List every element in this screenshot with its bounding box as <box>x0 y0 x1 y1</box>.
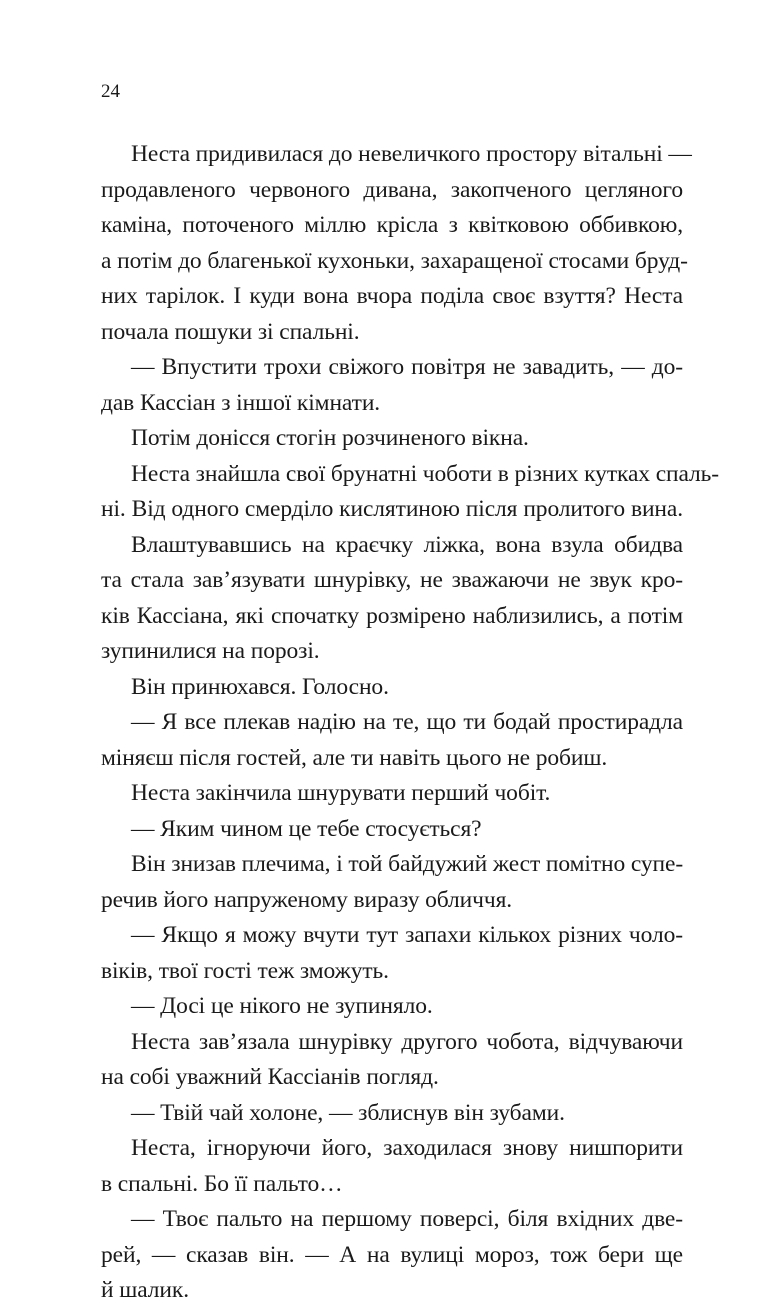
text-line: Він принюхався. Голосно. <box>131 673 389 700</box>
text-line: ків Кассіана, які спочатку розмірено наблизились, а потім <box>101 602 683 629</box>
text-line: каміна, поточеного міллю крісла з квітковою оббивкою, <box>101 212 683 238</box>
text-line: Він знизав плечима, і той байдужий жест помітно супе- <box>131 851 684 877</box>
text-line: — Я все плекав надію на те, що ти бодай простирадла <box>131 709 683 735</box>
text-line: Неста закінчила шнурувати перший чобіт. <box>131 780 551 806</box>
text-line: на собі уважний Кассіанів погляд. <box>101 1064 439 1090</box>
text-line: речив його напруженому виразу обличчя. <box>101 886 513 913</box>
text-line: Неста придивилася до невеличкого простору вітальні — <box>131 141 692 167</box>
body-text <box>101 137 720 1309</box>
text-line: віків, твої гості теж зможуть. <box>101 957 389 984</box>
text-line: Неста, ігноруючи його, заходилася знову нишпорити <box>131 1135 683 1161</box>
text-line: а потім до благенької кухоньки, захаращеної стосами бруд- <box>101 247 688 274</box>
text-line: почала пошуки зі спальні. <box>101 318 360 345</box>
text-line: й шалик. <box>101 1277 189 1303</box>
text-line: рей, — сказав він. — А на вулиці мороз, тож бери ще <box>101 1241 683 1268</box>
text-line: дав Кассіан з іншої кімнати. <box>101 389 381 416</box>
text-line: Влаштувавшись на краєчку ліжка, вона взула обидва <box>131 531 683 558</box>
text-line: — Якщо я можу вчути тут запахи кількох різних чоло- <box>131 922 683 948</box>
text-line: міняєш після гостей, але ти навіть цього не робиш. <box>101 744 608 771</box>
text-line: в спальні. Бо її пальто… <box>101 1170 343 1197</box>
text-line: — Досі це нікого не зупиняло. <box>131 993 433 1019</box>
text-line: ні. Від одного смерділо кислятиною після пролитого вина. <box>101 496 683 522</box>
text-line: них тарілок. І куди вона вчора поділа своє взуття? Неста <box>101 283 683 309</box>
text-line: — Твоє пальто на першому поверсі, біля вхідних две- <box>131 1206 683 1232</box>
text-line: продавленого червоного дивана, закопченого цегляного <box>101 176 683 203</box>
text-line: зупинилися на порозі. <box>101 638 320 664</box>
text-line: — Впустити трохи свіжого повітря не завадить, — до- <box>131 354 683 380</box>
text-line: Неста знайшла свої брунатні чоботи в різних кутках спаль- <box>131 460 720 487</box>
text-line: Потім донісся стогін розчиненого вікна. <box>131 425 529 451</box>
text-line: — Твій чай холоне, — зблиснув він зубами. <box>131 1099 565 1126</box>
text-line: Неста зав’язала шнурівку другого чобота, відчуваючи <box>131 1028 683 1055</box>
text-line: — Яким чином це тебе стосується? <box>131 815 482 842</box>
text-line: та стала зав’язувати шнурівку, не зважаючи не звук кро- <box>101 567 683 593</box>
page-number: 24 <box>101 81 120 102</box>
